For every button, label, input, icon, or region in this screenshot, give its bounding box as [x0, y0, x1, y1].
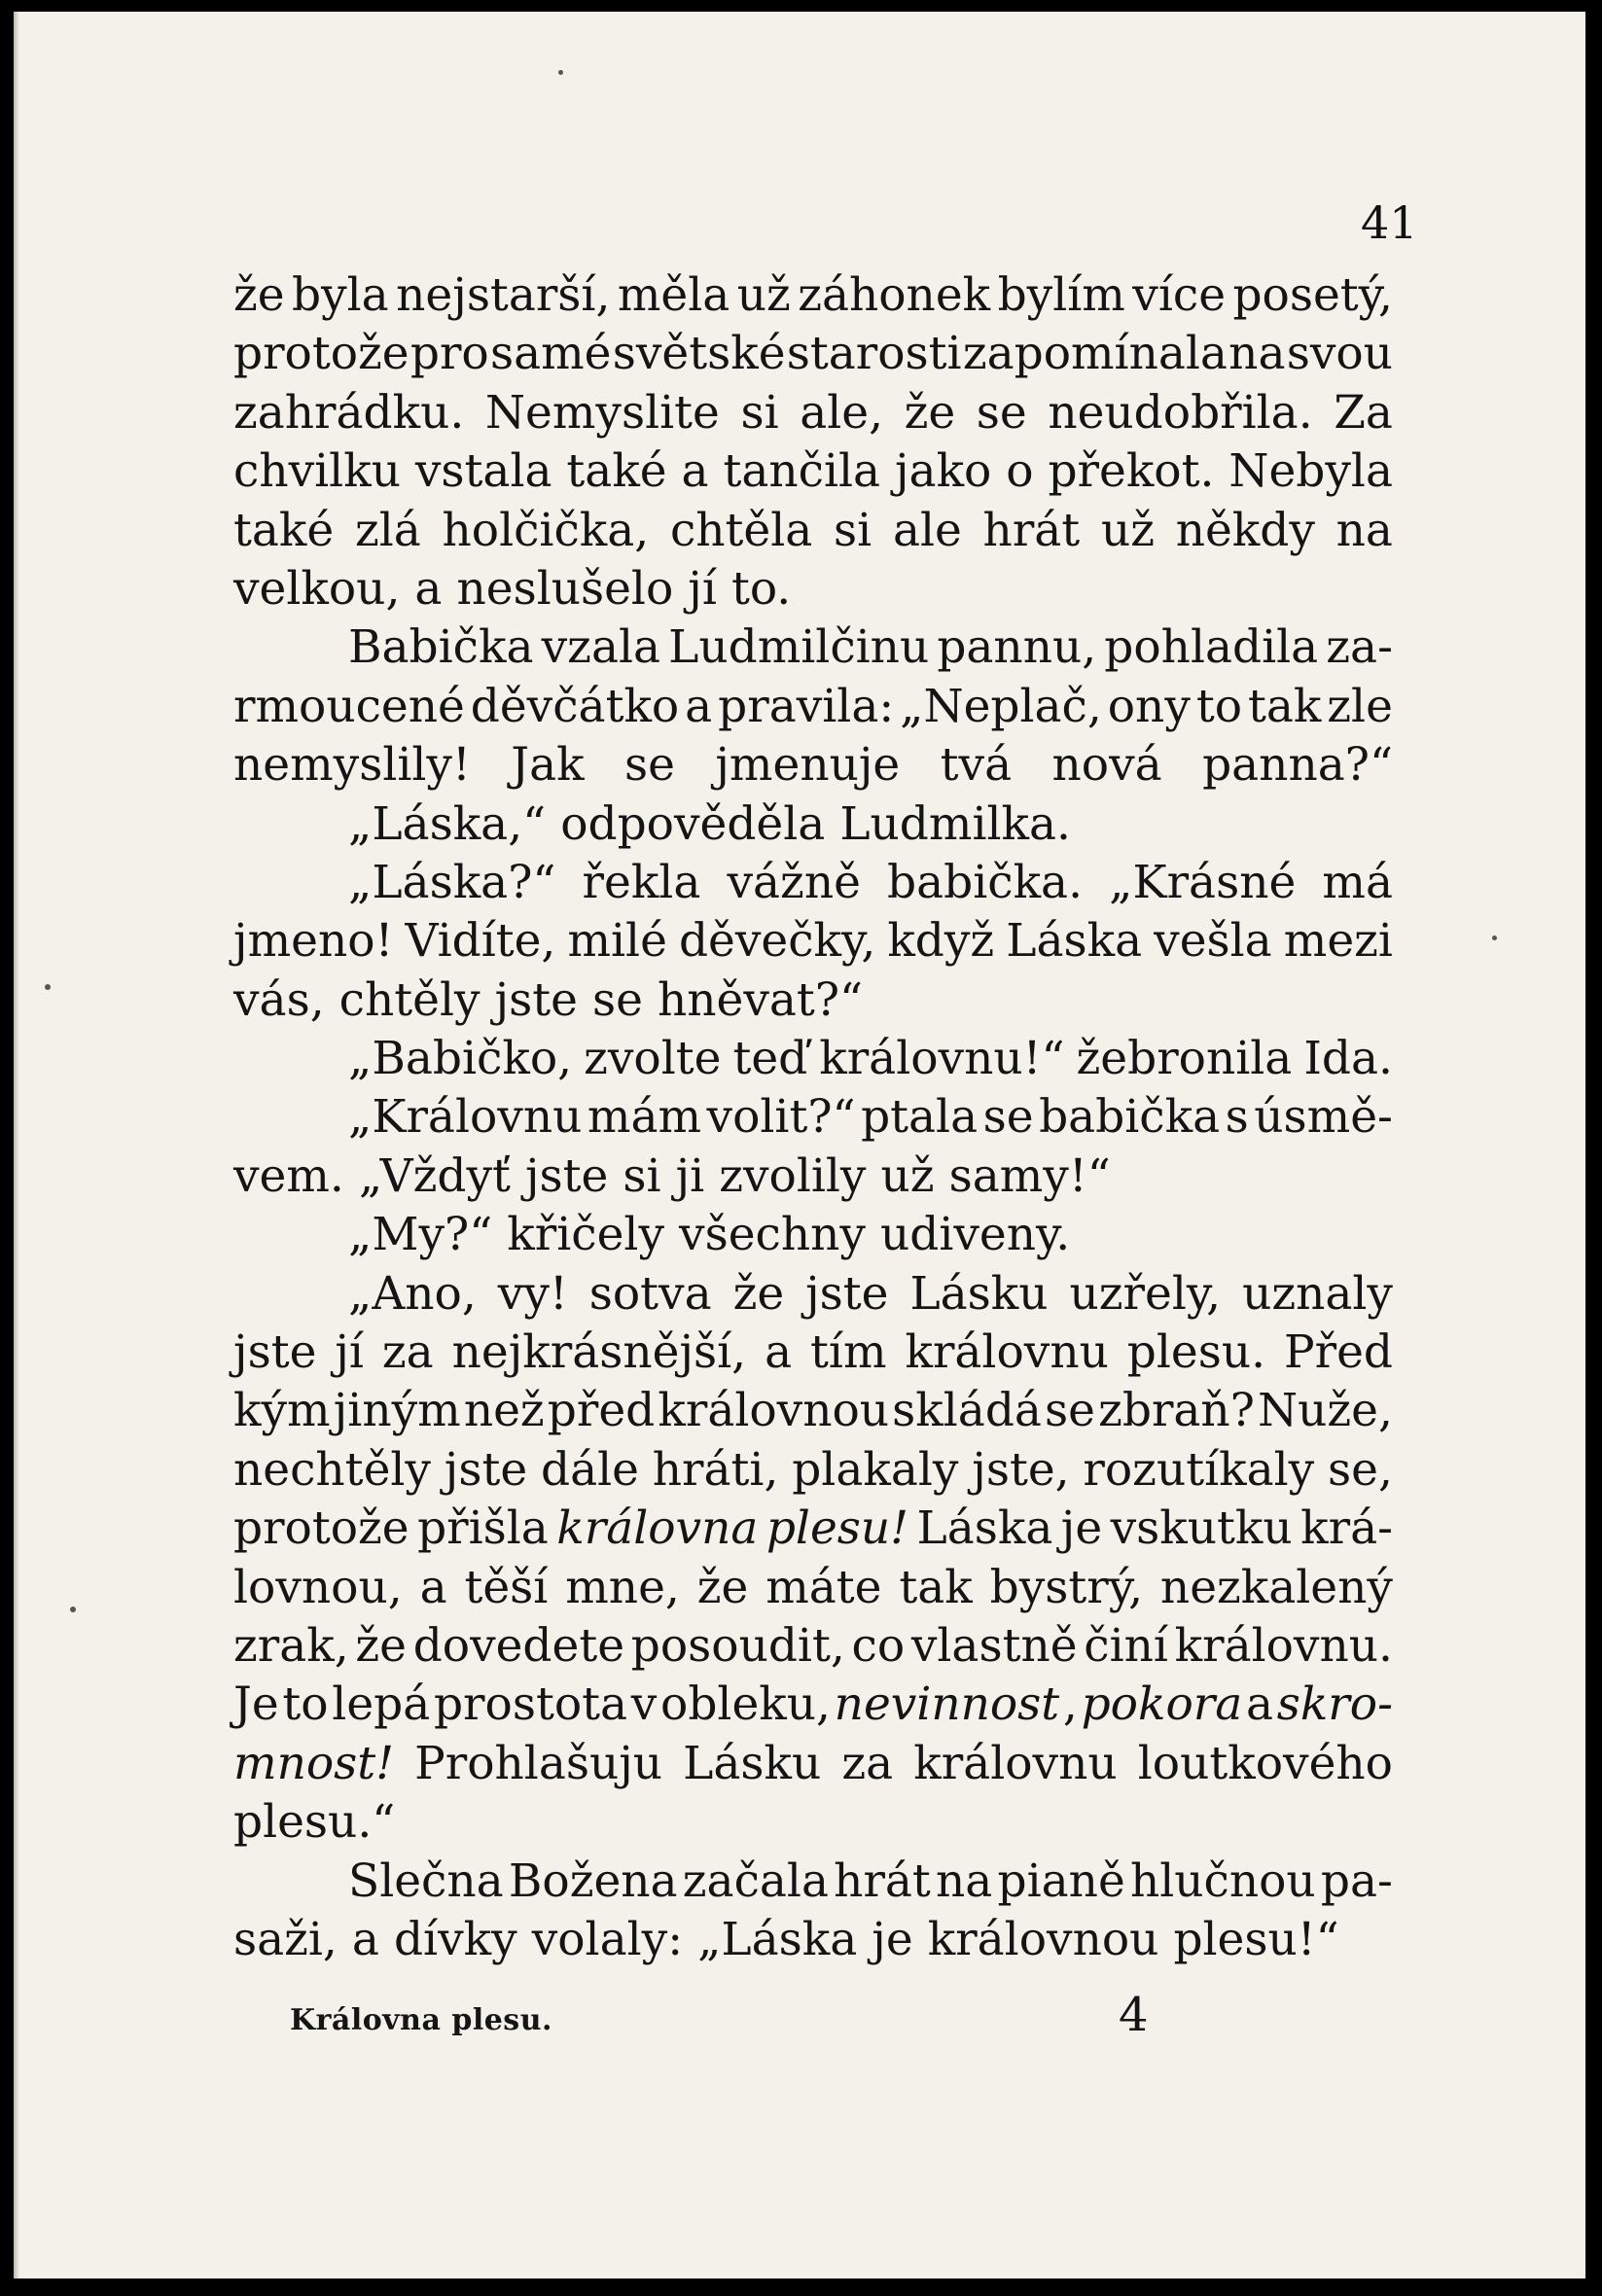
- word: řekla: [582, 855, 701, 909]
- text-line: [233, 971, 1393, 1030]
- word: mne,: [565, 1560, 680, 1614]
- word: vzala: [541, 620, 661, 675]
- word: za: [381, 1325, 434, 1380]
- text-line: [233, 1676, 1393, 1734]
- text-line: [233, 678, 1393, 736]
- word: na: [1335, 503, 1393, 557]
- word: úsmě-: [1254, 1090, 1393, 1145]
- word: pohladila: [1104, 620, 1319, 675]
- word: lovnou,: [233, 1560, 403, 1614]
- word: loutkového: [1137, 1736, 1393, 1790]
- word: o: [1006, 444, 1034, 499]
- word: velkou,: [233, 561, 401, 616]
- text-line: [233, 1793, 1393, 1852]
- word: královnu.: [1174, 1618, 1393, 1673]
- word: vstala: [414, 444, 552, 499]
- word: zapomínala: [962, 327, 1228, 381]
- word: pianě: [997, 1854, 1125, 1908]
- word: to: [1195, 679, 1243, 733]
- word: Nemyslite: [484, 385, 720, 440]
- word: také: [233, 503, 335, 557]
- specks: [70, 1607, 76, 1612]
- word: Nebyla: [1228, 444, 1393, 499]
- word: tak: [899, 1560, 973, 1614]
- word: volaly:: [531, 1912, 684, 1966]
- word: nechtěly: [233, 1442, 431, 1497]
- word: činí: [1084, 1618, 1168, 1673]
- specks: [1492, 936, 1497, 940]
- word: za-: [1326, 620, 1393, 675]
- word: bylím: [997, 268, 1125, 322]
- word: Láska: [1006, 914, 1143, 969]
- word: světské: [612, 327, 786, 381]
- word: a: [414, 561, 443, 616]
- word: plesu!“: [1173, 1912, 1339, 1966]
- word: pa-: [1320, 1854, 1393, 1908]
- word: „Královnu: [348, 1090, 583, 1145]
- word: Jak: [511, 738, 585, 793]
- word: obleku,: [660, 1678, 831, 1732]
- word: křičely: [507, 1208, 664, 1262]
- word: je: [1060, 1501, 1103, 1556]
- word: jiným: [333, 1384, 461, 1438]
- footer-title: Královna plesu.: [290, 2003, 552, 2037]
- word: nejstarší,: [396, 268, 611, 322]
- word: Je: [233, 1678, 279, 1732]
- word: se: [624, 738, 675, 793]
- word: rozutíkaly: [1083, 1442, 1315, 1497]
- word: neudobřila.: [1048, 385, 1313, 440]
- word: už: [880, 1148, 935, 1203]
- word: že: [355, 1618, 407, 1673]
- word: plesu.“: [233, 1795, 396, 1850]
- text-line: [233, 1911, 1393, 1969]
- word: hlučnou: [1129, 1854, 1316, 1908]
- word: se: [592, 972, 643, 1027]
- word: pokora: [1081, 1678, 1243, 1732]
- book-page: [14, 12, 1585, 2278]
- word: překot.: [1048, 444, 1215, 499]
- word: pannu,: [937, 620, 1097, 675]
- word: tím: [810, 1325, 887, 1380]
- word: vskutku: [1110, 1501, 1293, 1556]
- word: žebronila: [1076, 1032, 1293, 1086]
- word: královnu: [905, 1325, 1109, 1380]
- text-line: [233, 1617, 1393, 1676]
- word: jste: [524, 1148, 609, 1203]
- word: milé: [567, 914, 667, 969]
- text-line: [233, 1500, 1393, 1558]
- word: má: [1322, 855, 1393, 909]
- word: babička: [1039, 1090, 1221, 1145]
- word: všechny: [679, 1208, 866, 1262]
- word: hrát: [982, 503, 1081, 557]
- word: chvilku: [233, 444, 401, 499]
- word: ,: [1062, 1678, 1078, 1732]
- word: teď: [732, 1032, 808, 1086]
- word: také: [566, 444, 667, 499]
- word: skládá: [892, 1384, 1042, 1438]
- text-line: [233, 1735, 1393, 1793]
- word: to: [282, 1678, 329, 1732]
- word: královnou: [658, 1384, 890, 1438]
- word: Nuže,: [1258, 1384, 1393, 1438]
- word: byla: [292, 268, 389, 322]
- word: holčička,: [442, 503, 650, 557]
- text-line: [233, 325, 1393, 383]
- word: zle: [1327, 679, 1393, 733]
- word: děvečky,: [678, 914, 876, 969]
- text-line: [233, 1088, 1393, 1147]
- word: nevinnost: [834, 1678, 1060, 1732]
- word: krá-: [1300, 1501, 1393, 1556]
- word: Lásku: [683, 1736, 822, 1790]
- word: bystrý,: [989, 1560, 1144, 1614]
- word: když: [887, 914, 995, 969]
- word: rmoucené: [233, 679, 465, 733]
- word: ale: [892, 503, 962, 557]
- word: v: [630, 1678, 658, 1732]
- text-line: [233, 560, 1393, 618]
- word: pravila:: [718, 679, 895, 733]
- word: se: [982, 1090, 1034, 1145]
- word: mnost!: [233, 1736, 395, 1790]
- word: chtěly: [338, 972, 481, 1027]
- word: ale,: [800, 385, 884, 440]
- word: „Neplač,: [900, 679, 1102, 733]
- word: sotva: [588, 1266, 712, 1321]
- word: Před: [1284, 1325, 1393, 1380]
- word: mám: [587, 1090, 702, 1145]
- word: plakaly: [792, 1442, 959, 1497]
- word: uznaly: [1242, 1266, 1393, 1321]
- word: že: [696, 1560, 749, 1614]
- word: jí: [335, 1325, 364, 1380]
- word: Ida.: [1303, 1032, 1393, 1086]
- word: královna: [556, 1501, 759, 1556]
- text-line: [233, 736, 1393, 795]
- word: posetý,: [1232, 268, 1393, 322]
- text-line: [233, 1559, 1393, 1617]
- word: plesu.: [1126, 1325, 1266, 1380]
- signature-mark: 4: [1119, 1988, 1149, 2042]
- word: se: [976, 385, 1027, 440]
- word: zvolte: [584, 1032, 722, 1086]
- word: si: [740, 385, 779, 440]
- word: děvčátko: [470, 679, 680, 733]
- word: plesu!: [765, 1501, 909, 1556]
- word: protože: [233, 1501, 409, 1556]
- text-line: [233, 1030, 1393, 1088]
- word: už: [1100, 503, 1155, 557]
- word: co: [851, 1618, 906, 1673]
- word: hráti,: [652, 1442, 779, 1497]
- word: vy!: [497, 1266, 568, 1321]
- text-line: [233, 854, 1393, 912]
- word: „Babičko,: [348, 1032, 573, 1086]
- word: mezi: [1283, 914, 1393, 969]
- text-line: [233, 618, 1393, 677]
- text-line: [233, 1148, 1393, 1206]
- word: nezkalený: [1159, 1560, 1393, 1614]
- word: za: [841, 1736, 894, 1790]
- word: nová: [1051, 738, 1162, 793]
- word: pro: [409, 327, 489, 381]
- word: skro-: [1276, 1678, 1393, 1732]
- word: udiveny.: [879, 1208, 1071, 1262]
- word: a: [351, 1912, 379, 1966]
- word: Lásku: [909, 1266, 1049, 1321]
- text-line: [233, 502, 1393, 560]
- word: vem.: [233, 1148, 344, 1203]
- word: jste: [494, 972, 578, 1027]
- word: je: [872, 1912, 913, 1966]
- word: Vidíte,: [405, 914, 556, 969]
- word: si: [834, 503, 872, 557]
- word: že: [233, 268, 285, 322]
- word: už: [736, 268, 791, 322]
- word: „Láska?“: [348, 855, 556, 909]
- word: „Láska: [697, 1912, 858, 1966]
- word: na: [936, 1854, 993, 1908]
- word: to.: [730, 561, 792, 616]
- word: máte: [765, 1560, 882, 1614]
- word: více: [1132, 268, 1227, 322]
- text-line: [233, 1441, 1393, 1500]
- word: nemyslily!: [233, 738, 471, 793]
- word: tvá: [940, 738, 1013, 793]
- word: prostota: [433, 1678, 628, 1732]
- word: ptala: [861, 1090, 979, 1145]
- word: někdy: [1175, 503, 1315, 557]
- word: Prohlašuju: [414, 1736, 663, 1790]
- word: záhonek: [798, 268, 991, 322]
- word: nejkrásnější,: [451, 1325, 747, 1380]
- word: chtěla: [669, 503, 813, 557]
- word: jste: [805, 1266, 889, 1321]
- word: „My?“: [348, 1208, 493, 1262]
- word: jmenuje: [715, 738, 901, 793]
- word: jmeno!: [233, 914, 394, 969]
- word: svou: [1286, 327, 1393, 381]
- word: na: [1228, 327, 1286, 381]
- word: hněvat?“: [658, 972, 864, 1027]
- word: jste,: [972, 1442, 1070, 1497]
- word: že: [732, 1266, 785, 1321]
- word: jste: [233, 1325, 317, 1380]
- word: Božena: [508, 1854, 678, 1908]
- word: jí: [688, 561, 717, 616]
- word: zlá: [354, 503, 421, 557]
- word: před: [547, 1384, 656, 1438]
- text-line: [233, 1324, 1393, 1382]
- word: těší: [464, 1560, 549, 1614]
- word: Ludmilčinu: [668, 620, 930, 675]
- word: zrak,: [233, 1618, 349, 1673]
- word: a: [765, 1325, 793, 1380]
- word: lepá: [332, 1678, 431, 1732]
- word: babička.: [887, 855, 1084, 909]
- text-line: [233, 266, 1393, 325]
- word: a: [1245, 1678, 1273, 1732]
- word: královnu!“: [819, 1032, 1065, 1086]
- word: dovedete: [412, 1618, 625, 1673]
- word: než: [463, 1384, 545, 1438]
- text-line: [233, 795, 1393, 854]
- word: „Ano,: [348, 1266, 477, 1321]
- word: dále: [541, 1442, 639, 1497]
- word: jste: [444, 1442, 528, 1497]
- text-line: [233, 1853, 1393, 1911]
- word: zbraň?: [1098, 1384, 1255, 1438]
- word: se: [1045, 1384, 1095, 1438]
- word: odpověděla: [560, 796, 826, 851]
- word: Za: [1334, 385, 1393, 440]
- word: uzřely,: [1069, 1266, 1222, 1321]
- word: panna?“: [1202, 738, 1393, 793]
- word: královnou: [927, 1912, 1159, 1966]
- word: že: [904, 385, 956, 440]
- word: samé: [489, 327, 612, 381]
- word: a: [419, 1560, 447, 1614]
- page-number: 41: [1361, 196, 1418, 249]
- word: volit?“: [706, 1090, 856, 1145]
- word: zvolily: [719, 1148, 867, 1203]
- word: neslušelo: [456, 561, 674, 616]
- page-gutter-shadow: [14, 12, 19, 2278]
- word: vešla: [1154, 914, 1272, 969]
- word: s: [1225, 1090, 1249, 1145]
- word: kým: [233, 1384, 331, 1438]
- word: ony: [1107, 679, 1191, 733]
- word: přišla: [417, 1501, 549, 1556]
- word: Láska: [916, 1501, 1053, 1556]
- text-line: [233, 384, 1393, 442]
- word: starosti: [786, 327, 962, 381]
- word: „Krásné: [1109, 855, 1297, 909]
- word: Babička: [348, 620, 534, 675]
- word: zahrádku.: [233, 385, 465, 440]
- word: se,: [1328, 1442, 1393, 1497]
- word: vás,: [233, 972, 325, 1027]
- word: královnu: [913, 1736, 1118, 1790]
- word: začala: [682, 1854, 829, 1908]
- word: ji: [675, 1148, 705, 1203]
- word: Slečna: [348, 1854, 504, 1908]
- text-line: [233, 1265, 1393, 1324]
- word: a: [681, 444, 709, 499]
- word: tak: [1247, 679, 1322, 733]
- word: si: [623, 1148, 661, 1203]
- word: dívky: [393, 1912, 517, 1966]
- specks: [45, 984, 51, 990]
- word: tančila: [723, 444, 881, 499]
- word: a: [685, 679, 713, 733]
- text-line: [233, 912, 1393, 971]
- word: „Láska,“: [348, 796, 547, 851]
- word: Ludmilka.: [839, 796, 1071, 851]
- body-text: [233, 266, 1393, 1969]
- text-line: [233, 1382, 1393, 1440]
- word: samy!“: [948, 1148, 1111, 1203]
- word: vlastně: [910, 1618, 1078, 1673]
- word: posoudit,: [630, 1618, 845, 1673]
- text-line: [233, 1206, 1393, 1264]
- word: hrát: [834, 1854, 931, 1908]
- word: „Vždyť: [358, 1148, 511, 1203]
- word: saži,: [233, 1912, 338, 1966]
- text-line: [233, 442, 1393, 501]
- word: měla: [617, 268, 730, 322]
- word: protože: [233, 327, 409, 381]
- word: jako: [894, 444, 992, 499]
- word: vážně: [727, 855, 861, 909]
- specks: [558, 70, 563, 75]
